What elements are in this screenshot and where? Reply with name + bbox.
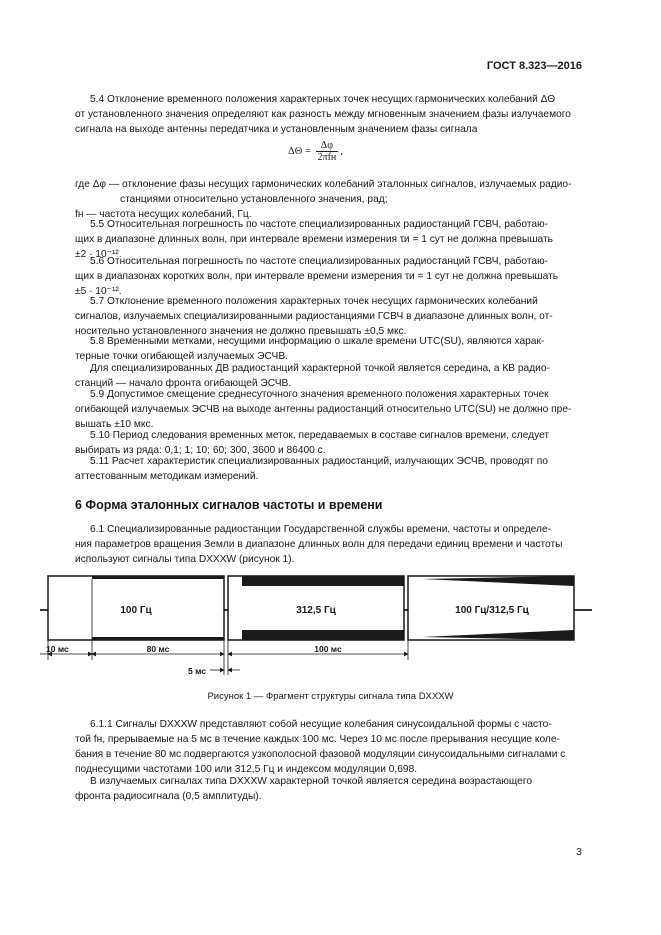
text-line: 5.5 Относительная погрешность по частоте специализированных радиостанций ГСВЧ, работаю- [90, 219, 549, 230]
modulation-wedge-bottom [422, 630, 574, 640]
dimension-label-10ms: 10 мс [46, 644, 69, 654]
formula-numerator: Δφ [316, 140, 339, 152]
text-line: вышать ±10 мкс. [75, 419, 154, 430]
paragraph-5-4 [75, 92, 582, 137]
dimension-label-100ms: 100 мс [314, 644, 342, 654]
text-line: Для специализированных ДВ радиостанций характерной точкой является середина, а КВ радио- [90, 363, 550, 374]
text-line: ±2 · 10⁻¹². [75, 249, 122, 260]
text-line: сигналов, излучаемых специализированными радиостанциями ГСВЧ в диапазоне длинных волн, от- [75, 311, 553, 322]
paragraph-5-7 [75, 294, 582, 339]
text-line: 5.10 Период следования временных меток, передаваемых в составе сигналов времени, следует [90, 430, 550, 441]
text-line: выбирать из ряда: 0,1; 1; 10; 60; 300, 3600 и 86400 с. [75, 445, 326, 456]
text-line: 5.11 Расчет характеристик специализированных радиостанций, излучающих ЭСЧВ, проводят по [90, 456, 548, 467]
modulation-wedge-top [422, 576, 574, 586]
dimension-label-5ms: 5 мс [188, 666, 206, 676]
text-line: 5.6 Относительная погрешность по частоте специализированных радиостанций ГСВЧ, работаю- [90, 256, 549, 267]
text-line: бания в течение 80 мс подвергаются узкополосной фазовой модуляции синусоидальными сигналами с [75, 749, 566, 760]
block-label-mixed: 100 Гц/312,5 Гц [455, 605, 529, 616]
text-line: 5.7 Отклонение временного положения характерных точек несущих гармонических колебаний [90, 296, 538, 307]
formula-delta-theta [288, 140, 343, 163]
text-line: станций — начало фронта огибающей ЭСЧВ. [75, 378, 292, 389]
text-line: той fн, прерываемые на 5 мс в течение каждых 100 мс. Через 10 мс после прерывания несущие коле- [75, 734, 560, 745]
section-6-heading: 6 Форма эталонных сигналов частоты и времени [75, 498, 383, 512]
signal-structure-figure [40, 570, 600, 685]
page-number: 3 [576, 846, 582, 858]
text-line: от установленного значения определяют как разность между мгновенным значением фазы излучаемого [75, 109, 571, 120]
paragraph-6-1-1 [75, 717, 582, 777]
text-line: огибающей излучаемых ЭСЧВ на выходе антенны радиостанций относительно UTC(SU) не должно пре- [75, 404, 572, 415]
text-line: 5.9 Допустимое смещение среднесуточного значения временного положения характерных точек [90, 389, 549, 400]
paragraph-5-11 [75, 454, 582, 484]
paragraph-6-1 [75, 522, 582, 567]
text-line: щих в диапазоне длинных волн, при интервале времени измерения τи = 1 сут не должна превышать [75, 234, 553, 245]
text-line: терные точки огибающей излучаемых ЭСЧВ. [75, 351, 288, 362]
text-line: ±5 · 10⁻¹². [75, 286, 122, 297]
formula-fraction [316, 140, 339, 163]
text-line: станциями относительно установленного значения, рад; [120, 194, 388, 205]
modulation-band-312hz-bottom [242, 630, 404, 640]
text-line: поднесущими частотами 100 или 312,5 Гц и индексом модуляции 0,698. [75, 764, 418, 775]
modulation-band-100hz-top [92, 576, 224, 579]
text-line: 5.4 Отклонение временного положения характерных точек несущих гармонических колебаний ΔΘ [90, 94, 556, 105]
formula-lhs: ΔΘ = [288, 145, 314, 157]
modulation-band-312hz-top [242, 576, 404, 586]
text-line: где Δφ — отклонение фазы несущих гармонических колебаний эталонных сигналов, излучаемых радио- [75, 179, 572, 190]
text-line: 6.1 Специализированные радиостанции Государственной службы времени, частоты и определе- [90, 524, 552, 535]
paragraph-5-9 [75, 387, 582, 432]
text-line: ния параметров вращения Земли в диапазоне длинных волн для передачи единиц времени и частоты [75, 539, 563, 550]
text-line: В излучаемых сигналах типа DXXXW характерной точкой является середина возрастающего [90, 776, 532, 787]
block-label-312hz: 312,5 Гц [296, 605, 336, 616]
text-line: 5.8 Временными метками, несущими информацию о шкале времени UTC(SU), являются харак- [90, 336, 545, 347]
document-header: ГОСТ 8.323—2016 [486, 60, 582, 72]
formula-denominator: 2πfн [317, 152, 337, 163]
dimension-label-80ms: 80 мс [146, 644, 170, 654]
paragraph-5-8 [75, 334, 582, 364]
text-line: носительно установленного значения не должно превышать ±0,5 мкс. [75, 326, 407, 337]
paragraph-where [75, 177, 582, 222]
text-line: щих в диапазонах коротких волн, при интервале времени измерения τи = 1 сут не должна превышать [75, 271, 559, 282]
formula-tail: , [340, 145, 343, 157]
text-line: fн — частота несущих колебаний, Гц. [75, 209, 252, 220]
text-line: используют сигналы типа DXXXW (рисунок 1). [75, 554, 295, 565]
text-line: фронта радиосигнала (0,5 амплитуды). [75, 791, 262, 802]
figure-caption: Рисунок 1 — Фрагмент структуры сигнала типа DXXXW [207, 691, 454, 702]
text-line: сигнала на выходе антенны передатчика и установленным значением фазы сигнала [75, 124, 478, 135]
text-line: аттестованным методикам измерений. [75, 471, 259, 482]
text-line: 6.1.1 Сигналы DXXXW представляют собой несущие колебания синусоидальной формы с часто- [90, 719, 552, 730]
paragraph-6-1-2 [75, 774, 582, 804]
modulation-band-100hz-bottom [92, 637, 224, 640]
paragraph-5-6 [75, 254, 582, 299]
block-label-100hz: 100 Гц [120, 605, 152, 616]
